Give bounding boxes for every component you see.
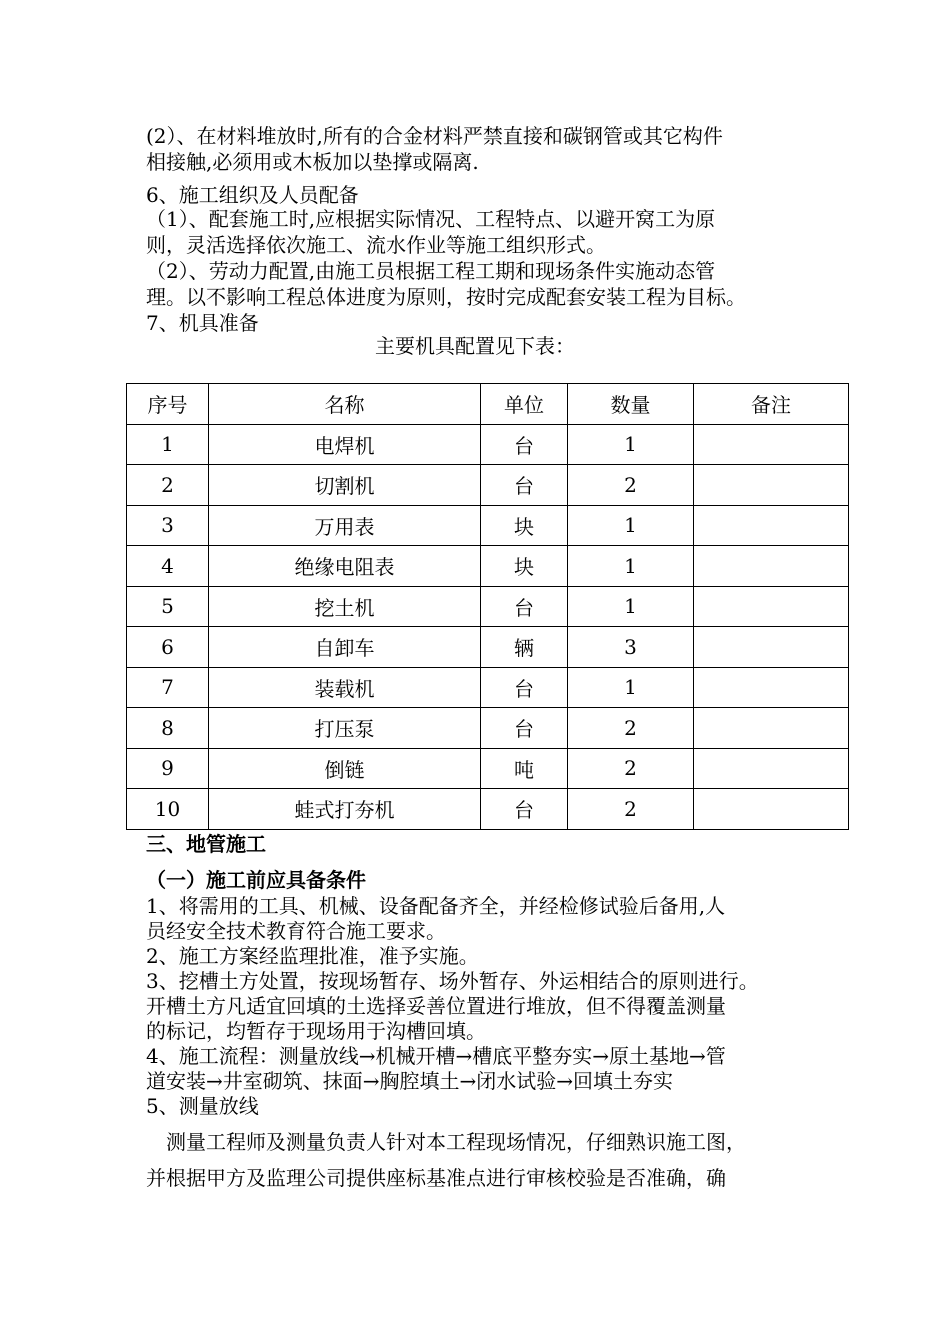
cell-unit: 台 — [481, 667, 568, 708]
cell-unit: 吨 — [481, 748, 568, 789]
paragraph-line: 道安装→井室砌筑、抹面→胸腔填土→闭水试验→回填土夯实 — [146, 1069, 674, 1093]
cell-name: 挖土机 — [209, 586, 481, 627]
cell-name: 装载机 — [209, 667, 481, 708]
table-caption: 主要机具配置见下表： — [375, 334, 575, 358]
cell-remarks — [694, 424, 849, 465]
cell-quantity: 3 — [568, 627, 694, 668]
paragraph-line: 相接触,必须用或木板加以垫撑或隔离. — [146, 150, 479, 174]
cell-index: 5 — [127, 586, 209, 627]
equipment-table — [126, 383, 849, 830]
cell-quantity: 1 — [568, 667, 694, 708]
cell-quantity: 2 — [568, 789, 694, 830]
cell-unit: 台 — [481, 586, 568, 627]
cell-remarks — [694, 627, 849, 668]
table-row — [127, 627, 849, 668]
cell-name: 绝缘电阻表 — [209, 546, 481, 587]
cell-index: 8 — [127, 708, 209, 749]
cell-quantity: 1 — [568, 546, 694, 587]
paragraph-line: 理。以不影响工程总体进度为原则，按时完成配套安装工程为目标。 — [146, 285, 746, 309]
cell-quantity: 1 — [568, 505, 694, 546]
paragraph-line: （1）、配套施工时,应根据实际情况、工程特点、以避开窝工为原 — [146, 207, 716, 231]
cell-remarks — [694, 789, 849, 830]
cell-unit: 台 — [481, 708, 568, 749]
paragraph-line: 3、挖槽土方处置，按现场暂存、场外暂存、外运相结合的原则进行。 — [146, 969, 759, 993]
cell-unit: 台 — [481, 465, 568, 506]
cell-quantity: 2 — [568, 465, 694, 506]
paragraph-line: 的标记，均暂存于现场用于沟槽回填。 — [146, 1019, 486, 1043]
cell-remarks — [694, 586, 849, 627]
cell-index: 6 — [127, 627, 209, 668]
cell-index: 3 — [127, 505, 209, 546]
cell-index: 9 — [127, 748, 209, 789]
cell-remarks — [694, 546, 849, 587]
cell-unit: 块 — [481, 546, 568, 587]
cell-quantity: 2 — [568, 708, 694, 749]
cell-index: 1 — [127, 424, 209, 465]
table-row — [127, 708, 849, 749]
table-row — [127, 424, 849, 465]
table-row — [127, 505, 849, 546]
paragraph-line: 4、施工流程：测量放线→机械开槽→槽底平整夯实→原土基地→管 — [146, 1044, 726, 1068]
cell-quantity: 1 — [568, 586, 694, 627]
header-unit: 单位 — [481, 384, 568, 425]
paragraph-line: 1、将需用的工具、机械、设备配备齐全，并经检修试验后备用,人 — [146, 894, 726, 918]
paragraph-line: 测量工程师及测量负责人针对本工程现场情况，仔细熟识施工图， — [146, 1130, 746, 1154]
paragraph-line: 5、测量放线 — [146, 1094, 259, 1118]
cell-name: 蛙式打夯机 — [209, 789, 481, 830]
paragraph-line: 员经安全技术教育符合施工要求。 — [146, 919, 446, 943]
cell-remarks — [694, 667, 849, 708]
header-remarks: 备注 — [694, 384, 849, 425]
cell-name: 电焊机 — [209, 424, 481, 465]
table-header-row — [127, 384, 849, 425]
cell-unit: 辆 — [481, 627, 568, 668]
cell-unit: 台 — [481, 789, 568, 830]
cell-quantity: 1 — [568, 424, 694, 465]
cell-unit: 块 — [481, 505, 568, 546]
table-row — [127, 465, 849, 506]
cell-name: 倒链 — [209, 748, 481, 789]
table-row — [127, 789, 849, 830]
table-row — [127, 546, 849, 587]
section-heading-6: 6、施工组织及人员配备 — [146, 183, 359, 207]
cell-index: 10 — [127, 789, 209, 830]
subsection-heading: （一）施工前应具备条件 — [146, 868, 366, 892]
paragraph-line: （2）、劳动力配置,由施工员根据工程工期和现场条件实施动态管 — [146, 259, 716, 283]
cell-name: 万用表 — [209, 505, 481, 546]
paragraph-line: 2、施工方案经监理批准，准予实施。 — [146, 944, 479, 968]
cell-name: 切割机 — [209, 465, 481, 506]
cell-index: 4 — [127, 546, 209, 587]
table-row — [127, 667, 849, 708]
cell-index: 2 — [127, 465, 209, 506]
section-heading-7: 7、机具准备 — [146, 311, 259, 335]
paragraph-line: 则，灵活选择依次施工、流水作业等施工组织形式。 — [146, 233, 606, 257]
paragraph-line: 开槽土方凡适宜回填的土选择妥善位置进行堆放，但不得覆盖测量 — [146, 994, 726, 1018]
cell-name: 打压泵 — [209, 708, 481, 749]
cell-remarks — [694, 748, 849, 789]
paragraph-line: 并根据甲方及监理公司提供座标基准点进行审核校验是否准确，确 — [146, 1166, 726, 1190]
header-index: 序号 — [127, 384, 209, 425]
cell-name: 自卸车 — [209, 627, 481, 668]
section-heading: 三、地管施工 — [146, 832, 266, 856]
table-row — [127, 586, 849, 627]
header-name: 名称 — [209, 384, 481, 425]
cell-unit: 台 — [481, 424, 568, 465]
table-row — [127, 748, 849, 789]
cell-remarks — [694, 465, 849, 506]
header-quantity: 数量 — [568, 384, 694, 425]
cell-quantity: 2 — [568, 748, 694, 789]
cell-index: 7 — [127, 667, 209, 708]
cell-remarks — [694, 708, 849, 749]
paragraph-line: (2）、在材料堆放时,所有的合金材料严禁直接和碳钢管或其它构件 — [146, 124, 723, 148]
cell-remarks — [694, 505, 849, 546]
